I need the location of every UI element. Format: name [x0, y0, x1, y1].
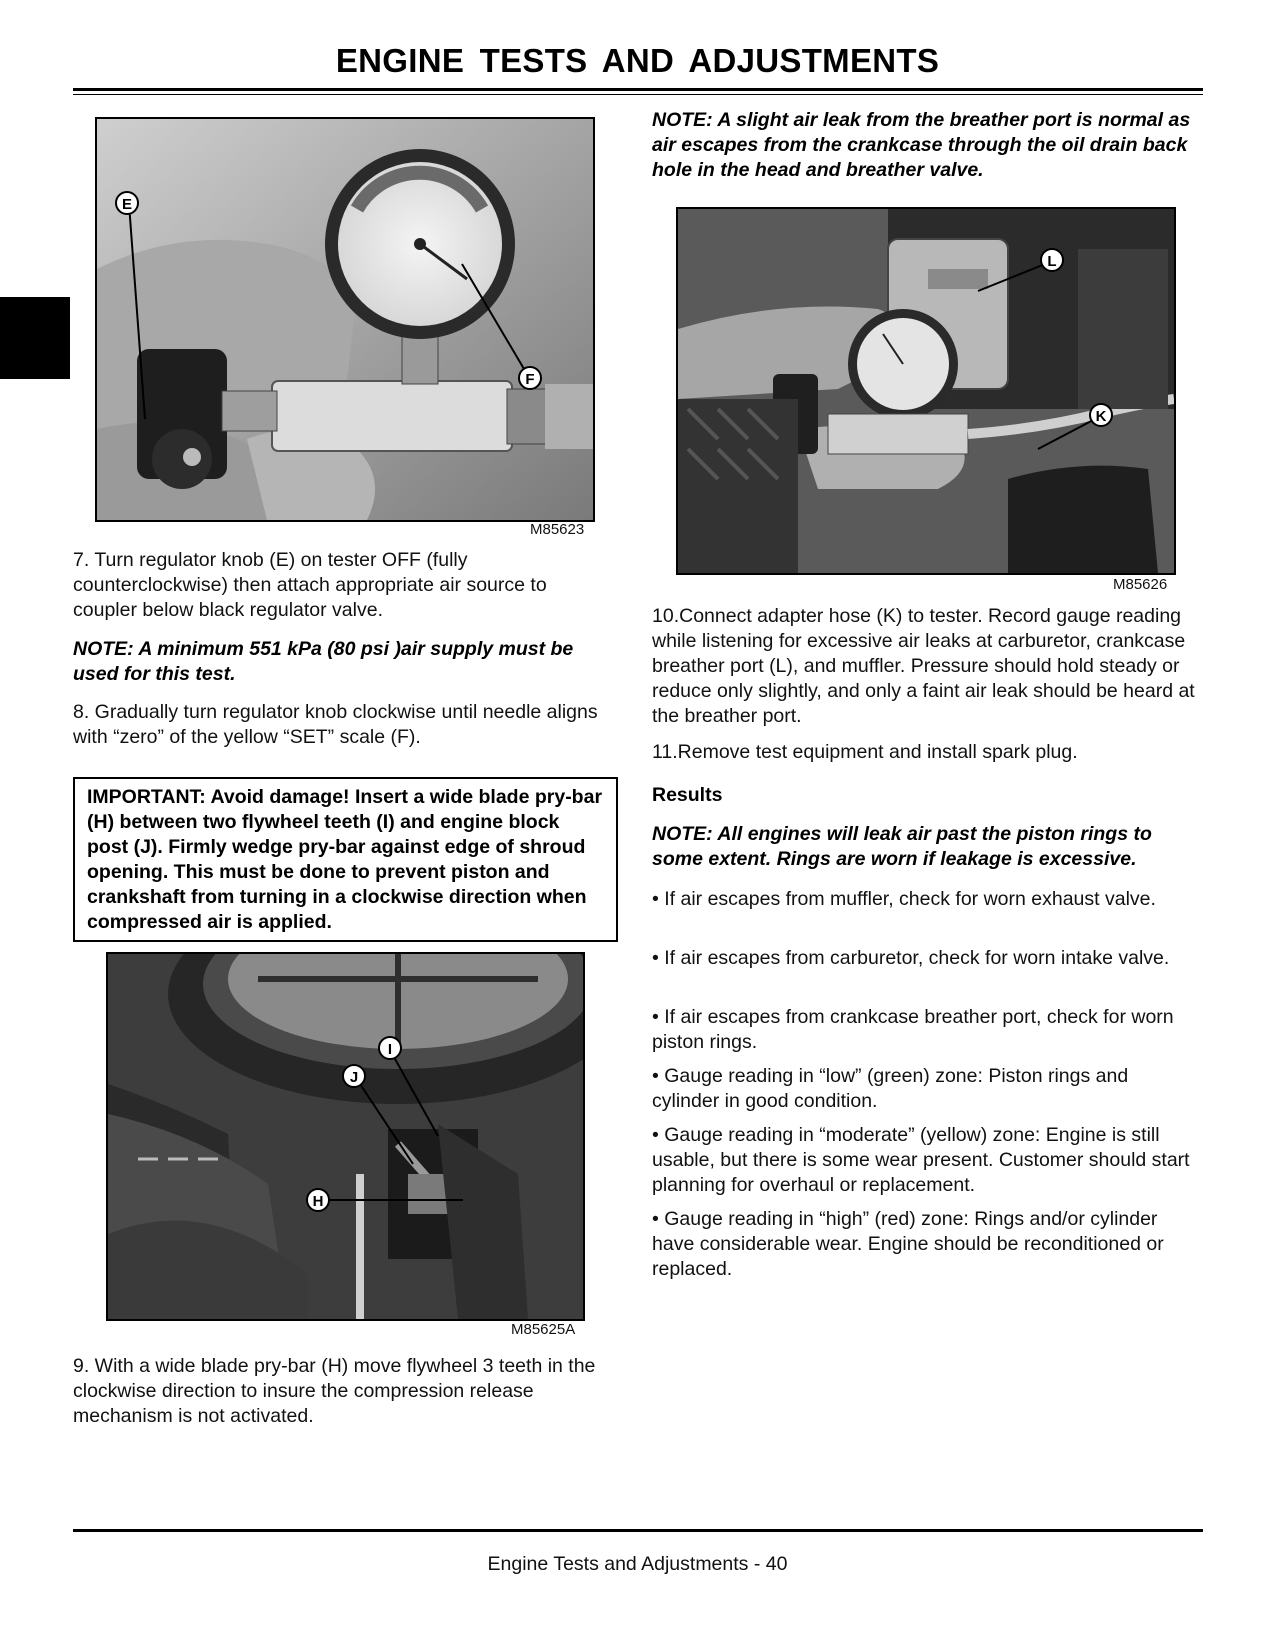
- flywheel-pry-bar-illustration: [108, 954, 583, 1319]
- figure-code: M85626: [1113, 576, 1168, 593]
- figure-code: M85623: [530, 521, 585, 538]
- leakdown-tester-illustration: [97, 119, 593, 520]
- note-air-supply: NOTE: A minimum 551 kPa (80 psi )air supply must be used for this test.: [73, 638, 574, 685]
- step-7-text: 7. Turn regulator knob (E) on tester OFF (fully counterclockwise) then attach appropriate air source to coupler below black regulator valve.: [73, 549, 547, 621]
- note-breather-port: NOTE: A slight air leak from the breather port is normal as air escapes from the crankcase through the oil drain back hole in the head and breather valve.: [652, 109, 1191, 181]
- footer-rule: [73, 1529, 1203, 1532]
- callout-F-label: F: [525, 371, 535, 388]
- callout-K-label: K: [1095, 408, 1107, 425]
- callout-L-label: L: [1047, 253, 1057, 270]
- section-tab-marker: [0, 297, 70, 379]
- step-10-text: 10.Connect adapter hose (K) to tester. Record gauge reading while listening for excessive air leaks at carburetor, crankcase breather port (L), and muffler. Pressure should hold steady or reduce only slightly, and only a faint air leak should be heard at the breather port.: [652, 605, 1195, 727]
- figure-flywheel-pry-bar-photo: [106, 952, 585, 1321]
- page-title: ENGINE TESTS AND ADJUSTMENTS: [335, 42, 940, 79]
- figure-adapter-hose-photo: [676, 207, 1176, 575]
- step-11-text: 11.Remove test equipment and install spark plug.: [652, 741, 1078, 763]
- figure-leakdown-tester-photo: [95, 117, 595, 522]
- result-bullet-high-zone: • Gauge reading in “high” (red) zone: Rings and/or cylinder have considerable wear. Engine should be reconditioned or replaced.: [652, 1208, 1164, 1280]
- important-warning-text: IMPORTANT: Avoid damage! Insert a wide blade pry-bar (H) between two flywheel teeth (I) and engine block post (J). Firmly wedge pry-bar against edge of shroud opening. This must be done to prevent piston and crankshaft from turning in a clockwise direction when compressed air is applied.: [87, 786, 603, 933]
- result-bullet-moderate-zone: • Gauge reading in “moderate” (yellow) zone: Engine is still usable, but there is some wear present. Customer should start planning for overhaul or replacement.: [652, 1124, 1190, 1196]
- figure-code: M85625A: [511, 1321, 576, 1338]
- step-8-text: 8. Gradually turn regulator knob clockwise until needle aligns with “zero” of the yellow “SET” scale (F).: [73, 701, 598, 748]
- result-bullet-muffler: • If air escapes from muffler, check for worn exhaust valve.: [652, 888, 1156, 910]
- note-piston-rings: NOTE: All engines will leak air past the piston rings to some extent. Rings are worn if leakage is excessive.: [652, 823, 1152, 870]
- header-rule-thin: [73, 94, 1203, 95]
- step-9-text: 9. With a wide blade pry-bar (H) move flywheel 3 teeth in the clockwise direction to insure the compression release mechanism is not activated.: [73, 1355, 596, 1427]
- adapter-hose-illustration: [678, 209, 1174, 573]
- results-heading: Results: [652, 784, 723, 806]
- callout-H-label: H: [312, 1193, 324, 1210]
- callout-E-label: E: [121, 196, 133, 213]
- callout-I-label: I: [387, 1041, 393, 1058]
- important-warning-box: [73, 777, 618, 942]
- page-footer: Engine Tests and Adjustments - 40: [487, 1553, 788, 1575]
- result-bullet-low-zone: • Gauge reading in “low” (green) zone: Piston rings and cylinder in good condition.: [652, 1065, 1129, 1112]
- callout-J-label: J: [349, 1069, 359, 1086]
- header-rule: [73, 88, 1203, 91]
- result-bullet-breather-port: • If air escapes from crankcase breather port, check for worn piston rings.: [652, 1006, 1174, 1053]
- result-bullet-carburetor: • If air escapes from carburetor, check for worn intake valve.: [652, 947, 1170, 969]
